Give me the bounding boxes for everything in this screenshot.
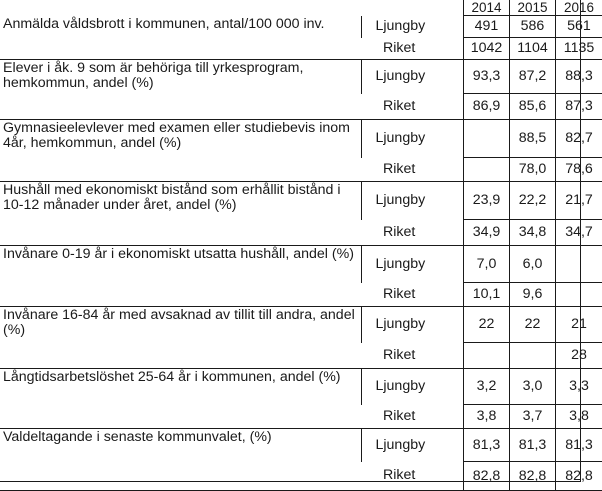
value-cell: 3,0 <box>510 369 556 405</box>
value-cell: 34,8 <box>510 220 556 246</box>
value-cell: 85,6 <box>510 94 556 120</box>
indicator-label: Invånare 0-19 år i ekonomiskt utsatta hushåll, andel (%) <box>0 246 361 283</box>
indicator-label-spacer <box>0 405 361 429</box>
value-cell: 3,3 <box>556 369 602 405</box>
value-cell: 28 <box>556 343 602 369</box>
value-cell: 21 <box>556 307 602 343</box>
indicator-row-kommun <box>0 246 602 283</box>
indicator-row-riket <box>0 94 602 120</box>
value-cell <box>510 343 556 369</box>
indicator-row-kommun <box>0 429 602 462</box>
value-cell: 9,6 <box>510 283 556 307</box>
indicator-label: Anmälda våldsbrott i kommunen, antal/100 000 inv. <box>0 16 361 38</box>
value-cell: 23,9 <box>464 182 510 220</box>
value-cell: 7,0 <box>464 246 510 283</box>
area-name: Ljungby <box>361 369 464 405</box>
indicator-label-spacer <box>0 283 361 307</box>
indicator-label-spacer <box>0 38 361 60</box>
value-cell: 561 <box>556 16 602 38</box>
value-cell: 22,2 <box>510 182 556 220</box>
indicator-label-spacer <box>0 343 361 369</box>
area-name: Riket <box>361 158 464 182</box>
value-cell: 34,7 <box>556 220 602 246</box>
value-cell: 78,0 <box>510 158 556 182</box>
indicator-label-spacer <box>0 462 361 491</box>
area-name: Ljungby <box>361 429 464 462</box>
value-cell: 10,1 <box>464 283 510 307</box>
indicator-row-riket <box>0 405 602 429</box>
area-name: Riket <box>361 283 464 307</box>
indicator-label: Långtidsarbetslöshet 25-64 år i kommunen, andel (%) <box>0 369 361 405</box>
header-area-spacer <box>361 0 464 16</box>
value-cell: 82,8 <box>464 462 510 491</box>
area-name: Ljungby <box>361 16 464 38</box>
indicator-label-spacer <box>0 158 361 182</box>
value-cell: 3,8 <box>556 405 602 429</box>
indicator-row-riket <box>0 343 602 369</box>
area-name: Ljungby <box>361 307 464 343</box>
indicator-label: Valdeltagande i senaste kommunvalet, (%) <box>0 429 361 462</box>
indicator-label: Gymnasieelevlever med examen eller studiebevis inom 4år, hemkommun, andel (%) <box>0 120 361 158</box>
area-name: Riket <box>361 343 464 369</box>
value-cell: 1042 <box>464 38 510 60</box>
year-header: 2016 <box>556 0 602 16</box>
indicator-label-spacer <box>0 220 361 246</box>
indicator-row-riket <box>0 158 602 182</box>
area-name: Ljungby <box>361 120 464 158</box>
value-cell: 88,3 <box>556 60 602 94</box>
value-cell: 586 <box>510 16 556 38</box>
value-cell: 81,3 <box>464 429 510 462</box>
value-cell: 81,3 <box>510 429 556 462</box>
indicator-label-spacer <box>0 94 361 120</box>
area-name: Riket <box>361 94 464 120</box>
value-cell: 21,7 <box>556 182 602 220</box>
value-cell: 3,7 <box>510 405 556 429</box>
area-name: Riket <box>361 38 464 60</box>
value-cell <box>556 283 602 307</box>
value-cell: 1104 <box>510 38 556 60</box>
value-cell: 87,3 <box>556 94 602 120</box>
area-name: Ljungby <box>361 246 464 283</box>
indicator-row-riket <box>0 38 602 60</box>
area-name: Ljungby <box>361 182 464 220</box>
value-cell: 3,8 <box>464 405 510 429</box>
indicator-label: Elever i åk. 9 som är behöriga till yrkesprogram, hemkommun, andel (%) <box>0 60 361 94</box>
value-cell: 82,8 <box>510 462 556 491</box>
header-spacer <box>0 0 361 16</box>
indicator-row-kommun <box>0 307 602 343</box>
value-cell <box>464 158 510 182</box>
value-cell: 34,9 <box>464 220 510 246</box>
value-cell: 86,9 <box>464 94 510 120</box>
value-cell: 3,2 <box>464 369 510 405</box>
indicator-row-kommun <box>0 16 602 38</box>
indicator-row-kommun <box>0 120 602 158</box>
year-header: 2014 <box>464 0 510 16</box>
value-cell <box>464 343 510 369</box>
area-name: Riket <box>361 220 464 246</box>
year-header: 2015 <box>510 0 556 16</box>
indicator-label: Hushåll med ekonomiskt bistånd som erhållit bistånd i 10-12 månader under året, andel (%) <box>0 182 361 220</box>
indicator-label: Invånare 16-84 år med avsaknad av tillit till andra, andel (%) <box>0 307 361 343</box>
value-cell: 88,5 <box>510 120 556 158</box>
indicator-row-riket <box>0 462 602 491</box>
indicator-row-kommun <box>0 60 602 94</box>
value-cell: 491 <box>464 16 510 38</box>
value-cell: 1135 <box>556 38 602 60</box>
value-cell: 93,3 <box>464 60 510 94</box>
area-name: Riket <box>361 462 464 491</box>
area-name: Ljungby <box>361 60 464 94</box>
indicator-row-riket <box>0 283 602 307</box>
year-header-row <box>0 0 602 16</box>
value-cell: 22 <box>510 307 556 343</box>
value-cell: 82,8 <box>556 462 602 491</box>
indicator-row-kommun <box>0 182 602 220</box>
value-cell: 81,3 <box>556 429 602 462</box>
indicator-row-riket <box>0 220 602 246</box>
value-cell: 6,0 <box>510 246 556 283</box>
value-cell: 22 <box>464 307 510 343</box>
value-cell <box>556 246 602 283</box>
area-name: Riket <box>361 405 464 429</box>
value-cell <box>464 120 510 158</box>
value-cell: 82,7 <box>556 120 602 158</box>
indicator-row-kommun <box>0 369 602 405</box>
value-cell: 87,2 <box>510 60 556 94</box>
value-cell: 78,6 <box>556 158 602 182</box>
